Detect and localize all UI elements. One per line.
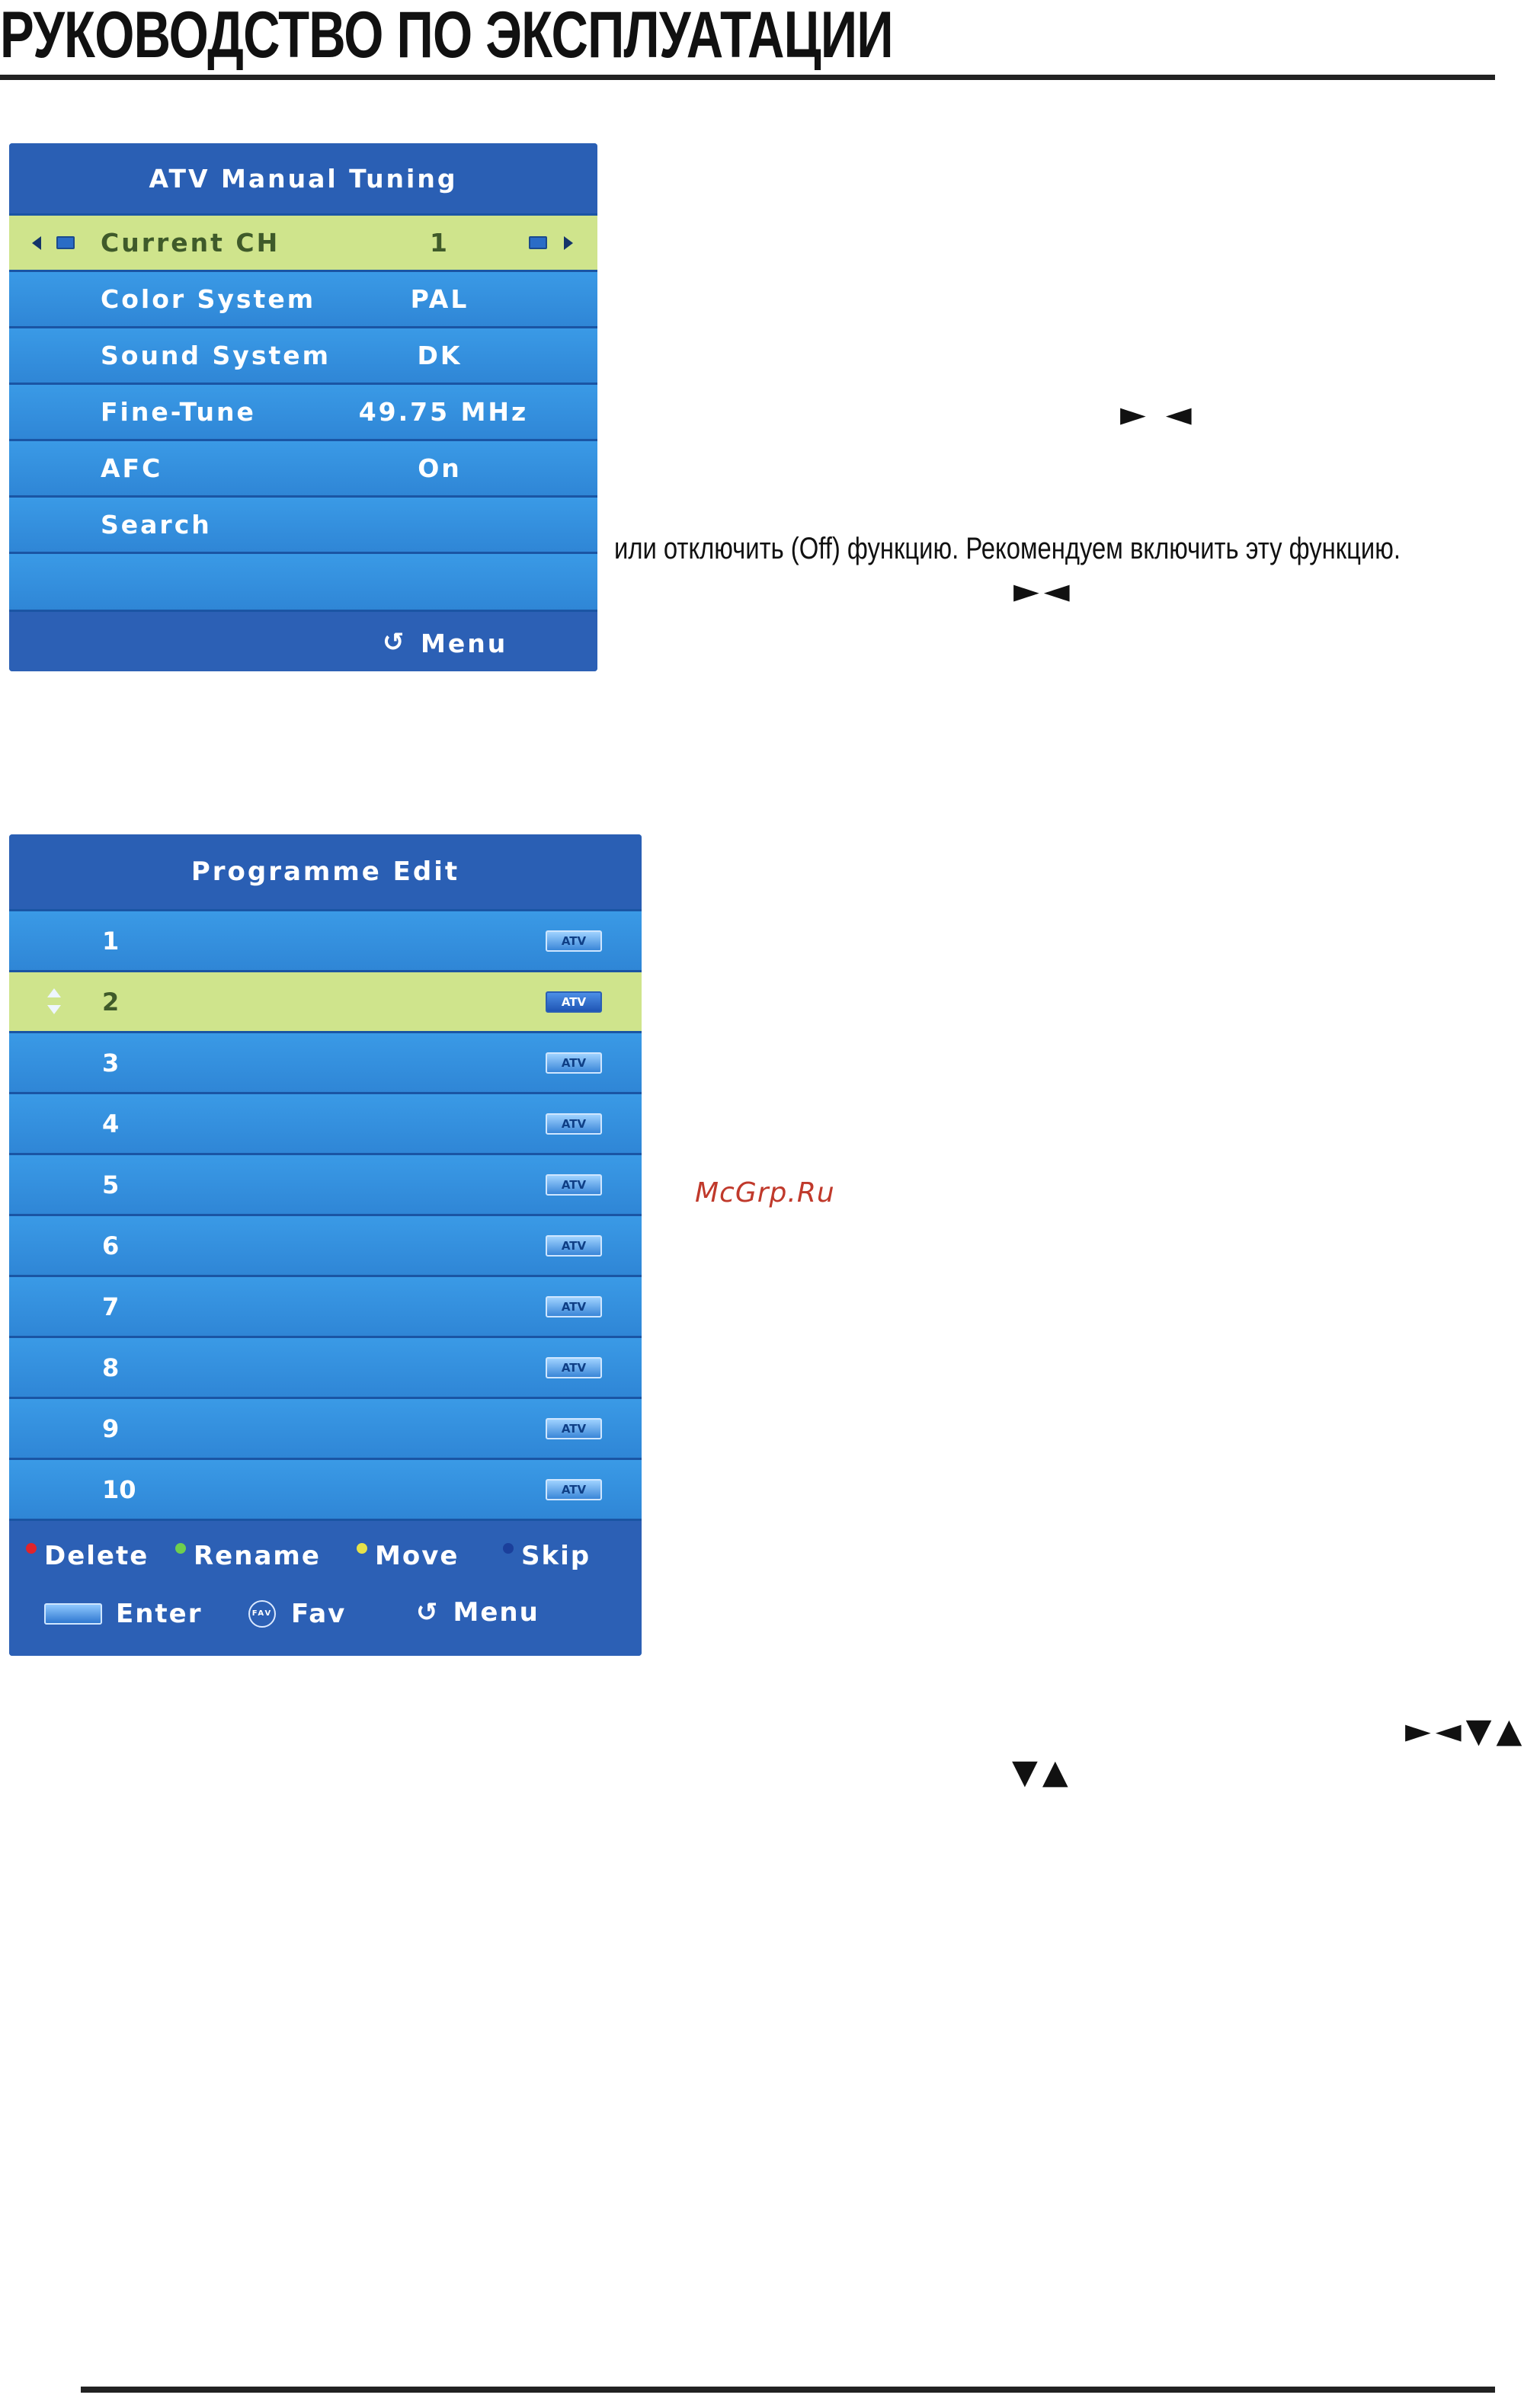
arrow-keys-text: ▼▲	[1012, 1753, 1073, 1791]
atv-row-empty	[9, 552, 597, 610]
atv-badge: ATV	[546, 1174, 602, 1196]
legend-label: Skip	[521, 1541, 591, 1571]
legend-move	[357, 1541, 459, 1571]
arrow-left-icon	[32, 236, 41, 250]
blue-button-icon	[503, 1543, 514, 1554]
programme-row[interactable]	[9, 970, 642, 1031]
atv-badge: ATV	[546, 1235, 602, 1257]
enter-button-icon	[44, 1603, 102, 1625]
atv-badge: ATV	[546, 1113, 602, 1135]
atv-badge: ATV	[546, 1296, 602, 1317]
programme-row[interactable]	[9, 1031, 642, 1092]
programme-number: 9	[102, 1414, 120, 1443]
legend-label: Fav	[291, 1599, 347, 1629]
arrow-keys-text: ►◄▼▲	[1405, 1711, 1527, 1750]
programme-number: 6	[102, 1231, 120, 1260]
arrow-keys-text: ►◄	[1013, 571, 1074, 610]
programme-row[interactable]	[9, 1336, 642, 1397]
atv-badge: ATV	[546, 1479, 602, 1500]
button-icon	[529, 236, 547, 249]
atv-badge: ATV	[546, 1357, 602, 1378]
programme-number: 5	[102, 1170, 120, 1199]
atv-row-label: Current CH	[101, 228, 280, 258]
atv-badge: ATV	[546, 1052, 602, 1074]
legend-label: Delete	[44, 1541, 149, 1571]
programme-edit-panel	[9, 834, 642, 1656]
footer-rule	[81, 2387, 1495, 2393]
atv-badge: ATV	[546, 930, 602, 952]
legend-fav	[248, 1599, 346, 1629]
atv-badge: ATV	[546, 991, 602, 1013]
programme-edit-footer	[9, 1519, 642, 1656]
arrow-keys-text: ► ◄	[1120, 395, 1196, 434]
menu-label: Menu	[421, 629, 508, 658]
atv-row-fine-tune[interactable]	[9, 383, 597, 439]
legend-skip	[503, 1541, 591, 1571]
arrow-right-icon	[564, 236, 573, 250]
programme-number: 4	[102, 1109, 120, 1138]
legend-delete	[26, 1541, 149, 1571]
atv-row-current-ch[interactable]	[9, 213, 597, 270]
atv-row-color-system[interactable]	[9, 270, 597, 326]
programme-number: 8	[102, 1353, 120, 1382]
atv-row-value: PAL	[410, 284, 469, 314]
atv-row-label: Fine-Tune	[101, 397, 256, 427]
return-icon: ↺	[383, 627, 407, 658]
programme-row[interactable]	[9, 1275, 642, 1336]
atv-row-search[interactable]	[9, 495, 597, 552]
programme-number: 10	[102, 1474, 136, 1504]
atv-badge: ATV	[546, 1418, 602, 1439]
legend-label: Rename	[194, 1541, 321, 1571]
programme-number: 1	[102, 926, 120, 956]
afc-text-line: или отключить (Off) функцию. Рекомендуем включить эту функцию.	[614, 532, 1401, 565]
atv-row-afc[interactable]	[9, 439, 597, 495]
legend-label: Enter	[116, 1599, 203, 1629]
atv-row-value: DK	[417, 341, 463, 370]
atv-row-label: Color System	[101, 284, 316, 314]
programme-number: 2	[102, 987, 120, 1017]
button-icon	[56, 236, 75, 249]
move-updown-icon	[47, 988, 62, 1016]
programme-number: 7	[102, 1292, 120, 1321]
header-rule	[0, 75, 1495, 80]
programme-row[interactable]	[9, 909, 642, 970]
programme-row[interactable]	[9, 1458, 642, 1519]
programme-row[interactable]	[9, 1397, 642, 1458]
atv-row-sound-system[interactable]	[9, 326, 597, 383]
legend-menu	[416, 1597, 539, 1628]
return-icon: ↺	[416, 1597, 440, 1628]
atv-panel-footer	[9, 610, 597, 671]
atv-row-value: 49.75 MHz	[358, 397, 529, 427]
programme-number: 3	[102, 1048, 120, 1077]
programme-row[interactable]	[9, 1153, 642, 1214]
green-button-icon	[175, 1543, 186, 1554]
programme-row[interactable]	[9, 1092, 642, 1153]
page-title: РУКОВОДСТВО ПО ЭКСПЛУАТАЦИИ	[0, 0, 893, 72]
watermark: McGrp.Ru	[695, 1177, 835, 1209]
legend-enter	[44, 1599, 203, 1629]
programme-row[interactable]	[9, 1214, 642, 1275]
fav-icon: FAV	[248, 1600, 276, 1628]
programme-edit-title: Programme Edit	[9, 834, 642, 909]
atv-row-label: Search	[101, 510, 212, 539]
atv-row-label: Sound System	[101, 341, 331, 370]
legend-label: Move	[375, 1541, 459, 1571]
atv-row-value: On	[418, 453, 462, 483]
red-button-icon	[26, 1543, 37, 1554]
atv-manual-tuning-panel	[9, 143, 597, 671]
atv-row-label: AFC	[101, 453, 163, 483]
atv-row-value: 1	[430, 228, 450, 258]
legend-label: Menu	[453, 1597, 539, 1628]
legend-rename	[175, 1541, 321, 1571]
yellow-button-icon	[357, 1543, 367, 1554]
atv-panel-title: ATV Manual Tuning	[9, 143, 597, 213]
